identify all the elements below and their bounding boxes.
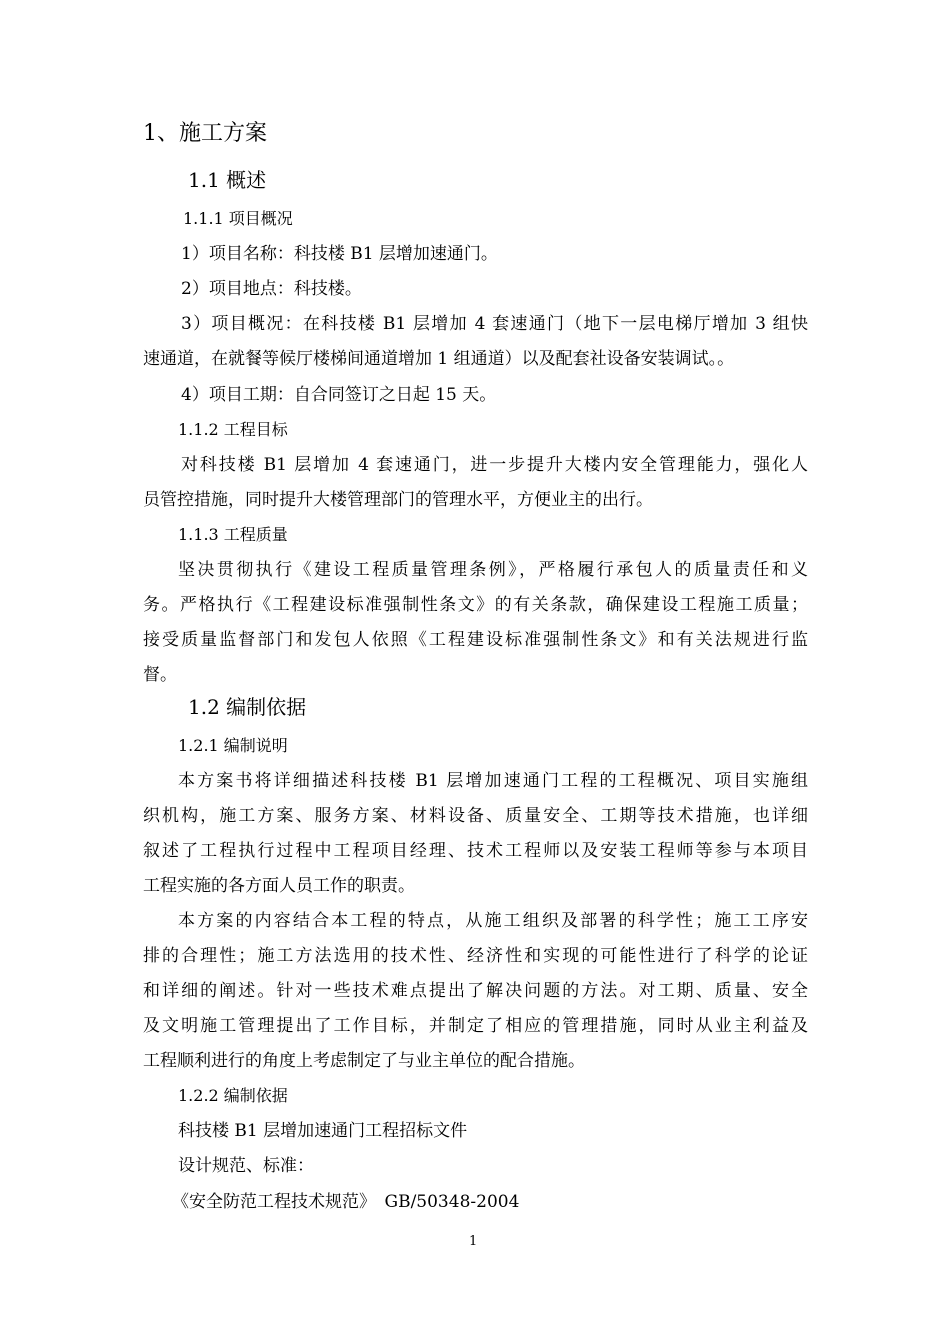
page-number: 1 xyxy=(469,1234,478,1249)
paragraph-line: 《安全防范工程技术规范》 GB/50348-2004 xyxy=(172,1192,520,1212)
paragraph-line: 督。 xyxy=(143,665,177,685)
paragraph-line: 本方案的内容结合本工程的特点，从施工组织及部署的科学性；施工工序安 xyxy=(178,911,808,931)
list-item: 2）项目地点：科技楼。 xyxy=(181,279,362,299)
list-item: 1）项目名称：科技楼 B1 层增加速通门。 xyxy=(181,244,498,264)
section-heading-1-2: 1.2 编制依据 xyxy=(188,695,307,719)
subsection-heading-1-2-2: 1.2.2 编制依据 xyxy=(178,1086,288,1105)
main-heading: 1、施工方案 xyxy=(143,121,267,146)
paragraph-line: 本方案书将详细描述科技楼 B1 层增加速通门工程的工程概况、项目实施组 xyxy=(178,771,808,791)
paragraph-line: 接受质量监督部门和发包人依照《工程建设标准强制性条文》和有关法规进行监 xyxy=(143,630,808,650)
list-item: 3）项目概况：在科技楼 B1 层增加 4 套速通门（地下一层电梯厅增加 3 组快 xyxy=(181,314,808,334)
paragraph-line: 织机构，施工方案、服务方案、材料设备、质量安全、工期等技术措施，也详细 xyxy=(143,806,808,826)
list-item-continuation: 速通道，在就餐等候厅楼梯间通道增加 1 组通道）以及配套社设备安装调试。。 xyxy=(143,349,735,369)
paragraph-line: 对科技楼 B1 层增加 4 套速通门，进一步提升大楼内安全管理能力，强化人 xyxy=(181,455,808,475)
paragraph-line: 工程实施的各方面人员工作的职责。 xyxy=(143,876,415,896)
subsection-heading-1-1-1: 1.1.1 项目概况 xyxy=(183,209,293,228)
paragraph-line: 排的合理性；施工方法选用的技术性、经济性和实现的可能性进行了科学的论证 xyxy=(143,946,808,966)
subsection-heading-1-2-1: 1.2.1 编制说明 xyxy=(178,736,288,755)
subsection-heading-1-1-3: 1.1.3 工程质量 xyxy=(178,525,288,544)
paragraph-line: 务。严格执行《工程建设标准强制性条文》的有关条款，确保建设工程施工质量； xyxy=(143,595,808,615)
paragraph-line: 员管控措施，同时提升大楼管理部门的管理水平，方便业主的出行。 xyxy=(143,490,653,510)
paragraph-line: 工程顺利进行的角度上考虑制定了与业主单位的配合措施。 xyxy=(143,1051,585,1071)
paragraph-line: 坚决贯彻执行《建设工程质量管理条例》，严格履行承包人的质量责任和义 xyxy=(178,560,808,580)
paragraph-line: 及文明施工管理提出了工作目标，并制定了相应的管理措施，同时从业主利益及 xyxy=(143,1016,808,1036)
paragraph-line: 叙述了工程执行过程中工程项目经理、技术工程师以及安装工程师等参与本项目 xyxy=(143,841,808,861)
paragraph-line: 科技楼 B1 层增加速通门工程招标文件 xyxy=(178,1121,468,1141)
paragraph-line: 设计规范、标准： xyxy=(178,1156,314,1176)
subsection-heading-1-1-2: 1.1.2 工程目标 xyxy=(178,420,288,439)
list-item: 4）项目工期：自合同签订之日起 15 天。 xyxy=(181,385,497,405)
section-heading-1-1: 1.1 概述 xyxy=(188,168,267,192)
paragraph-line: 和详细的阐述。针对一些技术难点提出了解决问题的方法。对工期、质量、安全 xyxy=(143,981,808,1001)
